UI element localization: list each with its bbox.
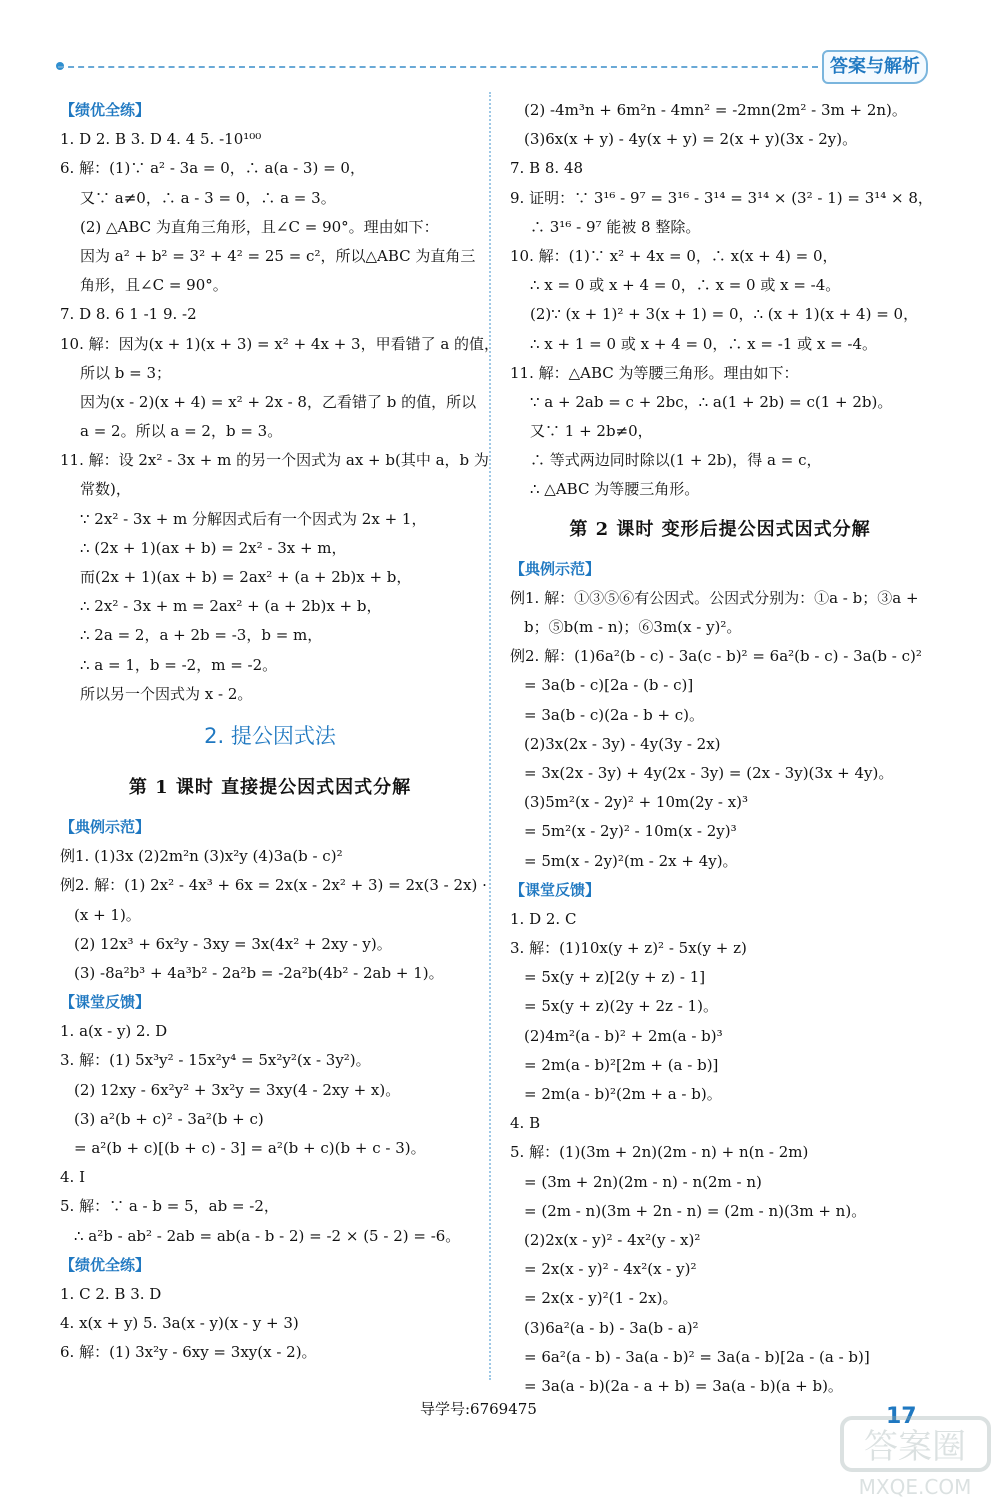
answer-line: 所以 b = 3； [80, 363, 172, 382]
answer-line: 而(2x + 1)(ax + b) = 2ax² + (a + 2b)x + b， [80, 568, 412, 586]
answer-line: 角形，且∠C = 90°。 [80, 276, 228, 295]
answer-line: 3. 解：(1) 5x³y² - 15x²y⁴ = 5x²y²(x - 3y²)。 [60, 1051, 371, 1070]
answer-line: (2)2x(x - y)² - 4x²(y - x)² [524, 1230, 701, 1249]
answer-line: ∴ 2a = 2，a + 2b = -3，b = m， [80, 626, 323, 645]
header-tag: 答案与解析 [822, 50, 928, 84]
answer-line: 因为 a² + b² = 3² + 4² = 25 = c²，所以△ABC 为直角三 [80, 246, 476, 265]
answer-line: (2)3x(2x - 3y) - 4y(3y - 2x) [524, 734, 721, 753]
section-tag: 【绩优全练】 [60, 1255, 151, 1274]
answer-line: ∴ a = 1，b = -2，m = -2。 [80, 655, 278, 674]
answer-line: ∴ 3¹⁶ - 9⁷ 能被 8 整除。 [530, 217, 701, 236]
answer-line: ∵ 2x² - 3x + m 分解因式后有一个因式为 2x + 1， [80, 509, 427, 528]
section-tag: 【典例示范】 [510, 559, 601, 578]
answer-line: = 3x(2x - 3y) + 4y(2x - 3y) = (2x - 3y)(3x + 4y)。 [524, 763, 894, 782]
answer-line: ∴ x + 1 = 0 或 x + 4 = 0，∴ x = -1 或 x = -4。 [530, 334, 878, 353]
answer-line: (2)∵ (x + 1)² + 3(x + 1) = 0，∴ (x + 1)(x + 4) = 0， [530, 305, 919, 324]
answer-line: 10. 解：因为(x + 1)(x + 3) = x² + 4x + 3，甲看错了 a 的值， [60, 334, 500, 353]
section-tag: 【典例示范】 [60, 817, 151, 836]
lesson-heading: 第 1 课时 直接提公因式因式分解 [128, 776, 412, 798]
answer-line: = 2x(x - y)²(1 - 2x)。 [524, 1289, 678, 1308]
answer-line: = (3m + 2n)(2m - n) - n(2m - n) [524, 1172, 762, 1191]
answer-line: (3) -8a²b³ + 4a³b² - 2a²b = -2a²b(4b² - 2ab + 1)。 [74, 963, 444, 982]
footer-study-code: 导学号:6769475 [420, 1400, 537, 1418]
section-tag: 【课堂反馈】 [60, 993, 151, 1012]
answer-line: 例2. 解：(1)6a²(b - c) - 3a(c - b)² = 6a²(b - c) - 3a(b - c)² [510, 647, 922, 666]
answer-line: (3)6a²(a - b) - 3a(b - a)² [524, 1318, 699, 1337]
section-tag: 【课堂反馈】 [510, 880, 601, 899]
answer-line: 10. 解：(1)∵ x² + 4x = 0，∴ x(x + 4) = 0， [510, 246, 838, 265]
answer-line: ∴ x = 0 或 x + 4 = 0，∴ x = 0 或 x = -4。 [530, 276, 841, 295]
answer-line: = 3a(a - b)(2a - a + b) = 3a(a - b)(a + b)。 [524, 1376, 843, 1395]
watermark-logo [838, 1414, 993, 1502]
answer-line: = 3a(b - c)[2a - (b - c)] [524, 676, 694, 695]
answer-line: 6. 解：(1) 3x²y - 6xy = 3xy(x - 2)。 [60, 1343, 317, 1362]
answer-line: = 5x(y + z)[2(y + z) - 1] [524, 968, 706, 987]
answer-line: 1. D 2. C [510, 909, 577, 928]
answer-line: 9. 证明：∵ 3¹⁶ - 9⁷ = 3¹⁶ - 3¹⁴ = 3¹⁴ × (3² - 1) = 3¹⁴ × 8， [510, 188, 933, 207]
answer-line: 因为(x - 2)(x + 4) = x² + 2x - 8，乙看错了 b 的值，所以 [80, 392, 477, 411]
answer-line: = 2m(a - b)²[2m + (a - b)] [524, 1055, 719, 1074]
answer-line: (2) 12xy - 6x²y² + 3x²y = 3xy(4 - 2xy + x)。 [74, 1080, 401, 1099]
answer-line: 6. 解：(1)∵ a² - 3a = 0，∴ a(a - 3) = 0， [60, 159, 365, 178]
answer-line: 4. B [510, 1114, 541, 1133]
right-column [510, 96, 933, 1401]
answer-line: 1. C 2. B 3. D [60, 1284, 162, 1303]
answer-line: 7. B 8. 48 [510, 159, 584, 178]
answer-line: ∵ a + 2ab = c + 2bc，∴ a(1 + 2b) = c(1 + 2b)。 [530, 392, 893, 411]
answer-line: ∴ (2x + 1)(ax + b) = 2x² - 3x + m， [80, 538, 347, 557]
answer-line: (3)5m²(x - 2y)² + 10m(2y - x)³ [524, 793, 749, 812]
answer-line: = 5m²(x - 2y)² - 10m(x - 2y)³ [524, 822, 737, 841]
answer-line: 5. 解：∵ a - b = 5，ab = -2， [60, 1197, 279, 1216]
lesson-heading: 第 2 课时 变形后提公因式因式分解 [569, 518, 871, 540]
answer-line: (2)4m²(a - b)² + 2m(a - b)³ [524, 1026, 723, 1045]
answer-line: = a²(b + c)[(b + c) - 3] = a²(b + c)(b + c - 3)。 [74, 1139, 426, 1157]
answer-line: = 2m(a - b)²(2m + a - b)。 [524, 1085, 722, 1103]
answer-line: 7. D 8. 6 1 -1 9. -2 [60, 305, 197, 324]
page-number: 17 [886, 1404, 917, 1429]
answer-line: (2) △ABC 为直角三角形，且∠C = 90°。理由如下： [80, 217, 439, 236]
answer-line: 例1. (1)3x (2)2m²n (3)x²y (4)3a(b - c)² [60, 847, 343, 866]
svg-text:答案圈: 答案圈 [864, 1427, 966, 1467]
section-tag: 【绩优全练】 [60, 101, 151, 119]
answer-line: 1. D 2. B 3. D 4. 4 5. -10¹⁰⁰ [60, 130, 262, 149]
answer-line: 5. 解：(1)(3m + 2n)(2m - n) + n(n - 2m) [510, 1143, 809, 1162]
answer-line: b；⑤b(m - n)；⑥3m(x - y)²。 [524, 618, 742, 636]
answer-line: = 5m(x - 2y)²(m - 2x + 4y)。 [524, 851, 738, 870]
answer-line: = 2x(x - y)² - 4x²(x - y)² [524, 1260, 697, 1279]
left-column [60, 96, 500, 1368]
answer-line: = 6a²(a - b) - 3a(a - b)² = 3a(a - b)[2a - (a - b)] [524, 1347, 870, 1366]
answer-line: 又∵ 1 + 2b≠0， [530, 422, 653, 441]
answer-line: 11. 解：设 2x² - 3x + m 的另一个因式为 ax + b(其中 a，b 为 [60, 451, 489, 470]
answer-line: 3. 解：(1)10x(y + z)² - 5x(y + z) [510, 939, 747, 958]
answer-line: 例2. 解：(1) 2x² - 4x³ + 6x = 2x(x - 2x² + 3) = 2x(3 - 2x) · [60, 876, 487, 895]
header-dashed-rule [58, 66, 818, 68]
answer-line: 又∵ a≠0，∴ a - 3 = 0，∴ a = 3。 [80, 188, 336, 207]
answer-line: = (2m - n)(3m + 2n - n) = (2m - n)(3m + n)。 [524, 1201, 867, 1220]
section-heading: 2. 提公因式法 [204, 723, 336, 748]
answer-line: 常数)， [80, 480, 131, 499]
answer-line: ∴ 等式两边同时除以(1 + 2b)，得 a = c， [530, 451, 822, 470]
answer-line: 11. 解：△ABC 为等腰三角形。理由如下： [510, 363, 799, 382]
answer-line: a = 2。所以 a = 2，b = 3。 [80, 422, 283, 441]
answer-line: (3) a²(b + c)² - 3a²(b + c) [74, 1109, 264, 1128]
svg-text:MXQE.COM: MXQE.COM [858, 1475, 972, 1499]
answer-line: = 5x(y + z)(2y + 2z - 1)。 [524, 997, 718, 1016]
answer-line: 所以另一个因式为 x - 2。 [80, 684, 253, 703]
column-divider [489, 92, 491, 1380]
answer-line: 4. x(x + y) 5. 3a(x - y)(x - y + 3) [60, 1314, 299, 1333]
answer-line: (2) -4m³n + 6m²n - 4mn² = -2mn(2m² - 3m + 2n)。 [524, 101, 907, 119]
answer-line: ∴ 2x² - 3x + m = 2ax² + (a + 2b)x + b， [80, 597, 382, 616]
answer-line: ∴ △ABC 为等腰三角形。 [530, 480, 700, 499]
answer-line: 4. I [60, 1168, 86, 1187]
answer-line: (2) 12x³ + 6x²y - 3xy = 3x(4x² + 2xy - y)。 [74, 934, 392, 953]
answer-line: 例1. 解：①③⑤⑥有公因式。公因式分别为：①a - b；③a + [510, 588, 919, 607]
answer-line: = 3a(b - c)(2a - b + c)。 [524, 705, 705, 724]
answer-line: (x + 1)。 [74, 905, 141, 924]
answer-line: (3)6x(x + y) - 4y(x + y) = 2(x + y)(3x - 2y)。 [524, 130, 858, 149]
answer-line: 1. a(x - y) 2. D [60, 1022, 168, 1041]
answer-line: ∴ a²b - ab² - 2ab = ab(a - b - 2) = -2 × (5 - 2) = -6。 [74, 1226, 461, 1245]
